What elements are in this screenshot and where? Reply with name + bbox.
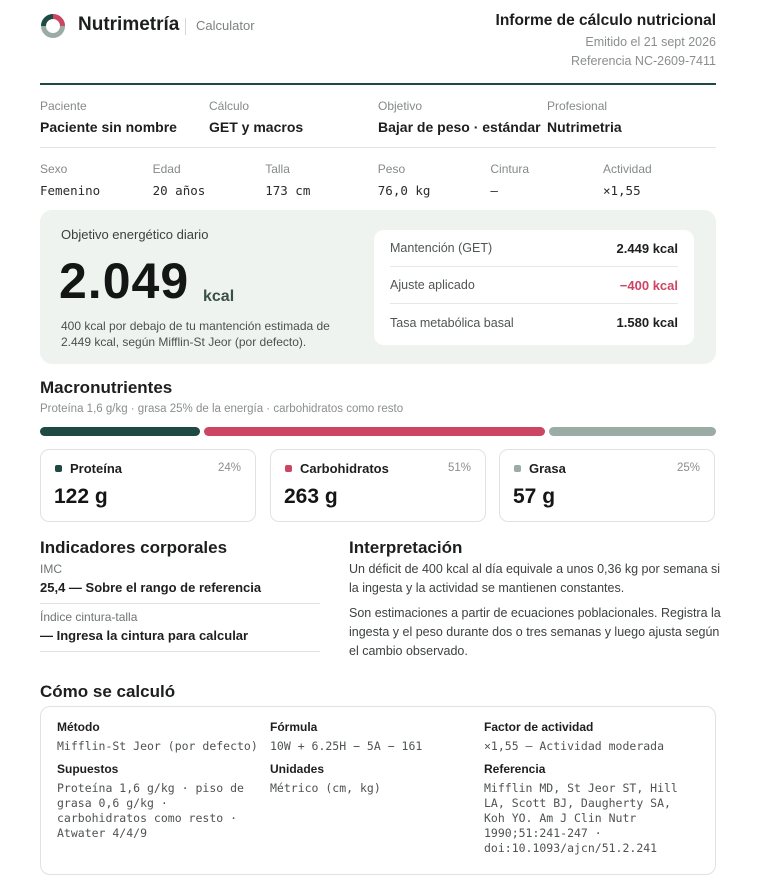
calc-units	[270, 762, 470, 796]
calc-value: Mifflin MD, St Jeor ST, Hill LA, Scott BJ, Daugherty SA, Koh YO. Am J Clin Nutr 1990;51:241-247 · doi:10.1093/ajcn/51.2.241	[484, 781, 678, 855]
energy-breakdown-table	[374, 230, 694, 345]
meas-value: 173 cm	[265, 183, 311, 198]
brand-subtitle: Calculator	[196, 18, 255, 33]
calc-activity-factor	[484, 720, 694, 754]
meas-value: 76,0 kg	[377, 183, 431, 198]
macro-name: Carbohidratos	[300, 461, 389, 476]
fat-swatch	[514, 465, 521, 472]
energy-row-value: 1.580 kcal	[616, 315, 678, 330]
indicator-divider	[40, 603, 320, 604]
macro-percent: 51%	[447, 462, 471, 474]
energy-row-label: Mantención (GET)	[390, 241, 493, 255]
energy-row-adjustment	[390, 267, 678, 304]
info-label: Cálculo	[209, 99, 250, 113]
report-header	[40, 10, 716, 85]
macro-grams: 263 g	[284, 485, 338, 508]
calc-details-card	[40, 706, 716, 875]
calc-heading: Unidades	[270, 762, 325, 776]
meas-label: Actividad	[602, 162, 652, 176]
macro-grams: 122 g	[54, 485, 108, 508]
meas-value: Femenino	[40, 183, 101, 198]
report-reference: Referencia NC-2609-7411	[571, 54, 716, 68]
info-value: Paciente sin nombre	[40, 119, 177, 135]
macro-bar-segment-grasa	[549, 427, 716, 436]
macro-card-protein	[40, 449, 256, 522]
carbs-swatch	[285, 465, 292, 472]
macro-percent: 24%	[217, 462, 241, 474]
macros-subtitle: Proteína 1,6 g/kg · grasa 25% de la energía · carbohidratos como resto	[40, 403, 404, 415]
macro-card-fat	[499, 449, 715, 522]
info-label: Profesional	[547, 99, 608, 113]
info-divider	[40, 147, 716, 148]
meas-weight	[378, 162, 491, 198]
calc-heading: Fórmula	[270, 720, 318, 734]
patient-info-row	[40, 99, 716, 135]
calc-value: Mifflin-St Jeor (por defecto)	[57, 739, 258, 753]
meas-age	[153, 162, 266, 198]
calc-value: Proteína 1,6 g/kg · piso de grasa 0,6 g/kg · carbohidratos como resto · Atwater 4/4/9	[57, 781, 244, 840]
meas-waist	[490, 162, 603, 198]
meas-sex	[40, 162, 153, 198]
waist-ratio-value: — Ingresa la cintura para calcular	[40, 628, 249, 643]
calc-assumptions	[57, 762, 262, 841]
macro-card-carbs	[270, 449, 486, 522]
info-objective	[378, 99, 547, 135]
interpretation-paragraph-2: Son estimaciones a partir de ecuaciones poblacionales. Registra la ingesta y el peso durante dos o tres semanas y luego ajusta según el cambio observado.	[349, 606, 721, 658]
energy-target-card	[40, 210, 716, 364]
meas-activity	[603, 162, 716, 198]
meas-value: 20 años	[152, 183, 206, 198]
issued-date: Emitido el 21 sept 2026	[585, 35, 716, 49]
meas-label: Edad	[152, 162, 181, 176]
brand-logo-icon	[40, 13, 66, 39]
energy-row-maintenance	[390, 230, 678, 267]
macro-bar-segment-carbohidratos	[204, 427, 545, 436]
info-label: Objetivo	[378, 99, 423, 113]
calc-reference	[484, 762, 689, 856]
indicator-divider	[40, 651, 320, 652]
report-title: Informe de cálculo nutricional	[495, 12, 716, 29]
calc-method	[57, 720, 267, 754]
energy-target-unit: kcal	[203, 288, 235, 305]
macro-name: Grasa	[529, 461, 566, 476]
meas-label: Cintura	[490, 162, 530, 176]
waist-ratio-label: Índice cintura-talla	[40, 610, 138, 624]
energy-target-value: 2.049	[59, 253, 190, 309]
info-value: Nutrimetria	[547, 119, 622, 135]
info-patient	[40, 99, 209, 135]
energy-target-label: Objetivo energético diario	[61, 227, 209, 242]
indicators-title: Indicadores corporales	[40, 538, 228, 557]
energy-row-label: Tasa metabólica basal	[390, 315, 514, 330]
info-value: Bajar de peso · estándar	[378, 119, 541, 135]
calc-title: Cómo se calculó	[40, 682, 176, 701]
calc-formula	[270, 720, 470, 754]
energy-target-note: 400 kcal por debajo de tu mantención estimada de 2.449 kcal, según Mifflin-St Jeor (por defecto).	[61, 319, 330, 349]
macro-percent: 25%	[676, 462, 700, 474]
macro-bar-segment-proteína	[40, 427, 200, 436]
calc-heading: Referencia	[484, 762, 546, 776]
interpretation-paragraph-1: Un déficit de 400 kcal al día equivale a unos 0,36 kg por semana si la ingesta y la actividad se mantienen constantes.	[349, 562, 721, 595]
meas-label: Talla	[265, 162, 290, 176]
imc-label: IMC	[40, 562, 62, 576]
macro-name: Proteína	[70, 461, 123, 476]
energy-row-value: −400 kcal	[619, 277, 678, 293]
imc-value: 25,4 — Sobre el rango de referencia	[40, 580, 262, 595]
meas-label: Peso	[377, 162, 406, 176]
brand-name: Nutrimetría	[78, 14, 180, 35]
energy-row-bmr	[390, 304, 678, 341]
info-value: GET y macros	[209, 119, 304, 135]
calc-value: ×1,55 — Actividad moderada	[484, 739, 665, 753]
calc-value: Métrico (cm, kg)	[270, 781, 381, 795]
brand-divider	[185, 18, 186, 35]
protein-swatch	[55, 465, 62, 472]
macros-title: Macronutrientes	[40, 378, 173, 397]
macro-grams: 57 g	[513, 485, 556, 508]
info-professional	[547, 99, 716, 135]
meas-value: —	[490, 183, 498, 198]
measurements-row	[40, 162, 716, 198]
calc-heading: Supuestos	[57, 762, 119, 776]
calc-heading: Método	[57, 720, 100, 734]
calc-heading: Factor de actividad	[484, 720, 594, 734]
calc-value: 10W + 6.25H − 5A − 161	[270, 739, 423, 753]
energy-row-value: 2.449 kcal	[616, 240, 678, 256]
meas-label: Sexo	[40, 162, 68, 176]
energy-row-label: Ajuste aplicado	[390, 278, 475, 292]
info-calculation	[209, 99, 378, 135]
interpretation-title: Interpretación	[349, 538, 463, 557]
info-label: Paciente	[40, 99, 87, 113]
meas-height	[265, 162, 378, 198]
meas-value: ×1,55	[602, 183, 641, 198]
